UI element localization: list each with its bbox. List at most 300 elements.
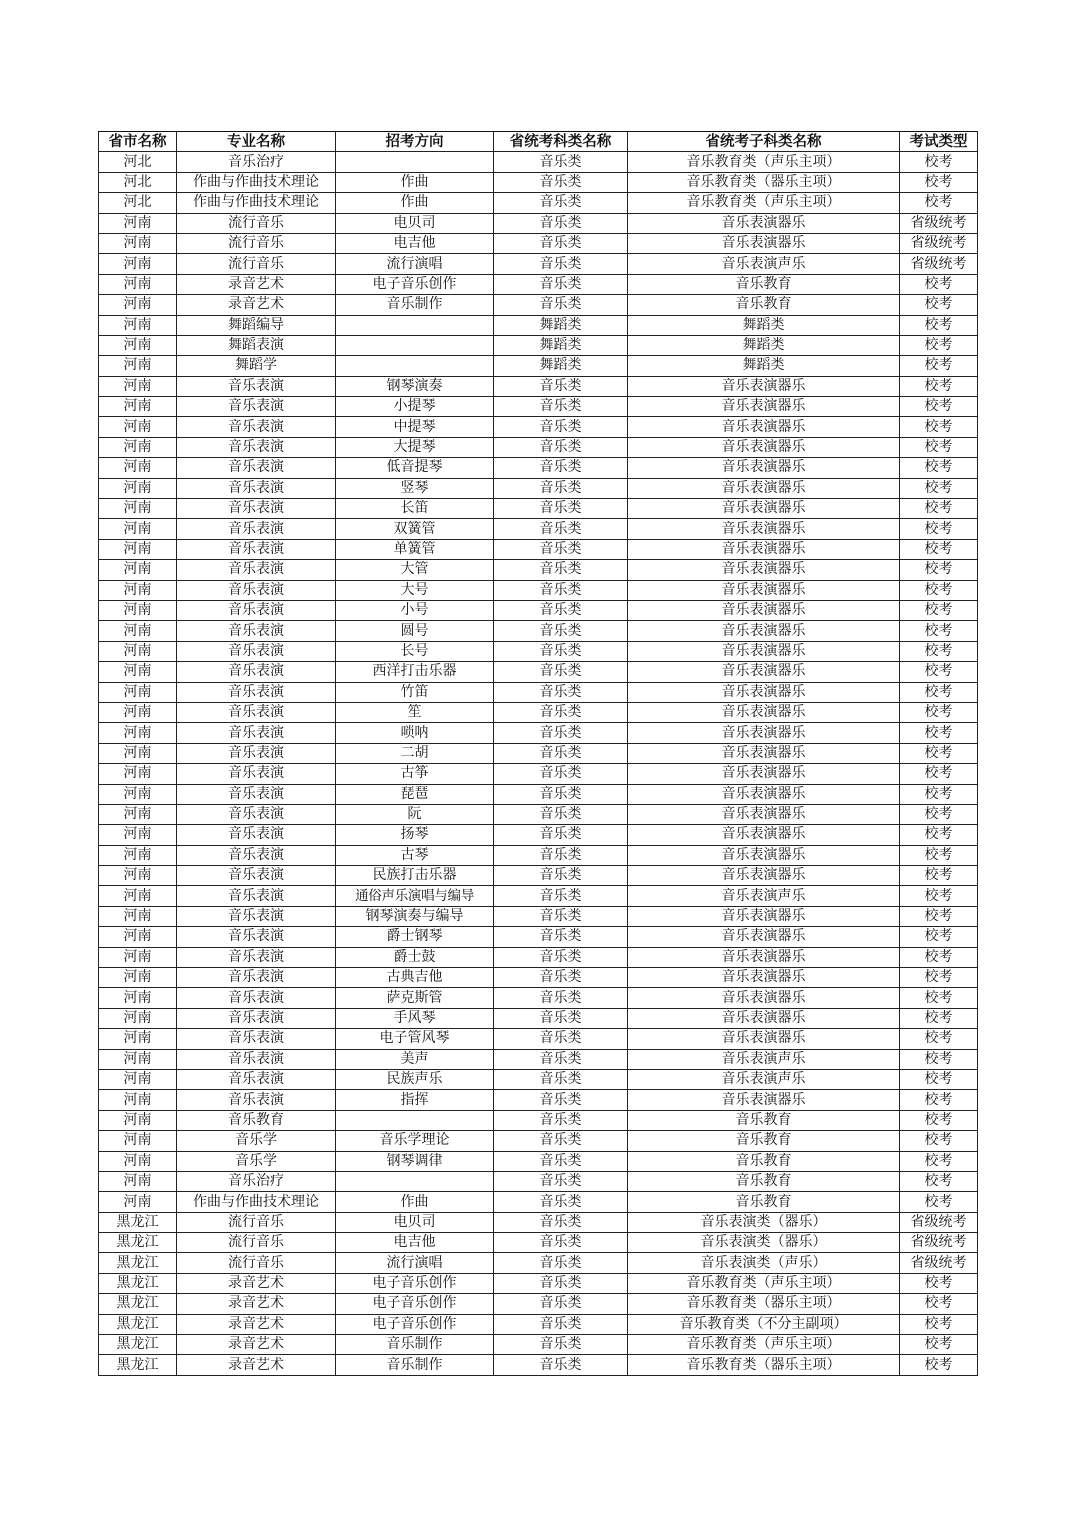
cell-exam-subcategory: 舞蹈类 [628, 315, 900, 335]
cell-exam-category: 音乐类 [494, 1273, 628, 1293]
table-row [99, 1335, 978, 1355]
cell-direction: 萨克斯管 [336, 988, 494, 1008]
cell-major: 录音艺术 [177, 1294, 336, 1314]
cell-direction [336, 356, 494, 376]
cell-exam-category: 音乐类 [494, 519, 628, 539]
table-row [99, 437, 978, 457]
cell-exam-subcategory: 音乐表演声乐 [628, 1069, 900, 1089]
cell-province: 河南 [99, 764, 177, 784]
cell-direction: 通俗声乐演唱与编导 [336, 886, 494, 906]
table-row [99, 397, 978, 417]
cell-major: 音乐表演 [177, 784, 336, 804]
cell-exam-type: 校考 [900, 172, 978, 192]
table-row [99, 356, 978, 376]
table-row [99, 641, 978, 661]
table-row [99, 1171, 978, 1191]
table-row [99, 417, 978, 437]
cell-exam-subcategory: 音乐表演器乐 [628, 437, 900, 457]
cell-exam-subcategory: 音乐表演器乐 [628, 723, 900, 743]
table-row [99, 947, 978, 967]
cell-exam-category: 音乐类 [494, 193, 628, 213]
cell-major: 音乐表演 [177, 825, 336, 845]
cell-exam-category: 音乐类 [494, 845, 628, 865]
cell-exam-subcategory: 音乐表演器乐 [628, 233, 900, 253]
cell-exam-subcategory: 音乐教育 [628, 1171, 900, 1191]
cell-exam-type: 校考 [900, 539, 978, 559]
cell-exam-subcategory: 音乐表演器乐 [628, 499, 900, 519]
cell-province: 河南 [99, 988, 177, 1008]
cell-major: 录音艺术 [177, 1273, 336, 1293]
cell-exam-type: 校考 [900, 1110, 978, 1130]
cell-major: 舞蹈编导 [177, 315, 336, 335]
cell-major: 音乐表演 [177, 702, 336, 722]
cell-exam-category: 音乐类 [494, 233, 628, 253]
table-row [99, 600, 978, 620]
cell-direction: 钢琴调律 [336, 1151, 494, 1171]
table-row [99, 1355, 978, 1375]
table-row [99, 1294, 978, 1314]
table-row [99, 1273, 978, 1293]
table-row [99, 906, 978, 926]
cell-direction: 爵士钢琴 [336, 927, 494, 947]
cell-exam-type: 校考 [900, 1151, 978, 1171]
cell-province: 河南 [99, 356, 177, 376]
cell-direction: 爵士鼓 [336, 947, 494, 967]
cell-exam-subcategory: 音乐表演器乐 [628, 539, 900, 559]
cell-exam-category: 音乐类 [494, 947, 628, 967]
cell-province: 河南 [99, 866, 177, 886]
cell-major: 录音艺术 [177, 1335, 336, 1355]
cell-exam-subcategory: 音乐表演器乐 [628, 417, 900, 437]
cell-major: 音乐表演 [177, 499, 336, 519]
cell-exam-type: 校考 [900, 560, 978, 580]
cell-exam-subcategory: 音乐表演器乐 [628, 988, 900, 1008]
cell-major: 流行音乐 [177, 1233, 336, 1253]
cell-major: 音乐表演 [177, 723, 336, 743]
cell-province: 河南 [99, 947, 177, 967]
cell-major: 作曲与作曲技术理论 [177, 172, 336, 192]
cell-exam-type: 校考 [900, 886, 978, 906]
cell-major: 音乐表演 [177, 804, 336, 824]
cell-exam-type: 校考 [900, 1049, 978, 1069]
cell-exam-category: 音乐类 [494, 1069, 628, 1089]
cell-major: 音乐表演 [177, 376, 336, 396]
cell-province: 河南 [99, 784, 177, 804]
cell-direction: 作曲 [336, 1192, 494, 1212]
cell-exam-category: 舞蹈类 [494, 315, 628, 335]
cell-direction: 唢呐 [336, 723, 494, 743]
cell-province: 黑龙江 [99, 1253, 177, 1273]
cell-major: 音乐表演 [177, 866, 336, 886]
cell-major: 舞蹈表演 [177, 335, 336, 355]
table-row [99, 376, 978, 396]
table-row [99, 621, 978, 641]
cell-direction [336, 335, 494, 355]
table-row [99, 213, 978, 233]
cell-province: 河南 [99, 233, 177, 253]
cell-province: 河南 [99, 1090, 177, 1110]
cell-province: 河南 [99, 743, 177, 763]
cell-exam-type: 校考 [900, 906, 978, 926]
cell-major: 音乐表演 [177, 621, 336, 641]
table-body [99, 152, 978, 1375]
cell-province: 河南 [99, 274, 177, 294]
cell-exam-subcategory: 舞蹈类 [628, 335, 900, 355]
cell-direction: 小提琴 [336, 397, 494, 417]
header-exam-category: 省统考科类名称 [494, 132, 628, 152]
cell-exam-category: 音乐类 [494, 1008, 628, 1028]
cell-exam-category: 音乐类 [494, 825, 628, 845]
cell-exam-type: 校考 [900, 397, 978, 417]
cell-exam-subcategory: 音乐教育 [628, 295, 900, 315]
cell-province: 河南 [99, 621, 177, 641]
cell-exam-subcategory: 音乐表演器乐 [628, 397, 900, 417]
cell-exam-type: 校考 [900, 1171, 978, 1191]
cell-exam-type: 校考 [900, 1314, 978, 1334]
cell-exam-type: 校考 [900, 804, 978, 824]
cell-exam-type: 校考 [900, 927, 978, 947]
cell-exam-type: 校考 [900, 845, 978, 865]
table-row [99, 804, 978, 824]
cell-province: 河南 [99, 437, 177, 457]
cell-exam-subcategory: 音乐表演器乐 [628, 968, 900, 988]
cell-exam-category: 音乐类 [494, 254, 628, 274]
table-header [99, 132, 978, 152]
cell-major: 音乐表演 [177, 845, 336, 865]
cell-exam-type: 校考 [900, 274, 978, 294]
table-row [99, 1233, 978, 1253]
cell-exam-type: 校考 [900, 1273, 978, 1293]
cell-exam-subcategory: 音乐表演器乐 [628, 804, 900, 824]
cell-exam-subcategory: 音乐表演器乐 [628, 1008, 900, 1028]
cell-exam-category: 音乐类 [494, 172, 628, 192]
cell-exam-subcategory: 音乐教育类（不分主副项） [628, 1314, 900, 1334]
cell-province: 河南 [99, 906, 177, 926]
cell-major: 音乐表演 [177, 417, 336, 437]
cell-exam-type: 校考 [900, 621, 978, 641]
cell-exam-type: 校考 [900, 1069, 978, 1089]
cell-major: 音乐表演 [177, 968, 336, 988]
cell-direction: 小号 [336, 600, 494, 620]
cell-province: 河北 [99, 152, 177, 172]
cell-exam-type: 校考 [900, 682, 978, 702]
cell-exam-category: 音乐类 [494, 274, 628, 294]
cell-exam-subcategory: 音乐教育类（声乐主项） [628, 193, 900, 213]
cell-exam-subcategory: 音乐表演类（器乐） [628, 1233, 900, 1253]
cell-exam-type: 校考 [900, 1008, 978, 1028]
cell-major: 音乐表演 [177, 1090, 336, 1110]
header-row [99, 132, 978, 152]
cell-exam-subcategory: 音乐教育类（声乐主项） [628, 1335, 900, 1355]
cell-exam-category: 音乐类 [494, 784, 628, 804]
cell-province: 河南 [99, 458, 177, 478]
cell-exam-category: 音乐类 [494, 478, 628, 498]
cell-direction: 电子音乐创作 [336, 1314, 494, 1334]
cell-direction: 电贝司 [336, 1212, 494, 1232]
header-province: 省市名称 [99, 132, 177, 152]
cell-province: 河南 [99, 519, 177, 539]
cell-exam-type: 校考 [900, 1355, 978, 1375]
cell-exam-type: 校考 [900, 437, 978, 457]
cell-major: 音乐表演 [177, 397, 336, 417]
cell-exam-category: 音乐类 [494, 743, 628, 763]
cell-exam-type: 校考 [900, 356, 978, 376]
cell-exam-category: 音乐类 [494, 1171, 628, 1191]
cell-exam-category: 音乐类 [494, 499, 628, 519]
cell-direction: 扬琴 [336, 825, 494, 845]
cell-exam-category: 音乐类 [494, 213, 628, 233]
cell-exam-subcategory: 音乐表演器乐 [628, 764, 900, 784]
cell-major: 流行音乐 [177, 1253, 336, 1273]
cell-major: 流行音乐 [177, 213, 336, 233]
cell-exam-subcategory: 舞蹈类 [628, 356, 900, 376]
cell-province: 河北 [99, 193, 177, 213]
cell-exam-category: 音乐类 [494, 682, 628, 702]
table-row [99, 682, 978, 702]
cell-province: 河南 [99, 1192, 177, 1212]
cell-province: 黑龙江 [99, 1233, 177, 1253]
cell-exam-subcategory: 音乐教育类（器乐主项） [628, 1294, 900, 1314]
cell-province: 河南 [99, 886, 177, 906]
cell-province: 黑龙江 [99, 1335, 177, 1355]
cell-exam-subcategory: 音乐表演器乐 [628, 743, 900, 763]
cell-exam-subcategory: 音乐表演器乐 [628, 825, 900, 845]
cell-exam-category: 音乐类 [494, 1253, 628, 1273]
table-row [99, 1029, 978, 1049]
cell-exam-type: 校考 [900, 152, 978, 172]
cell-exam-subcategory: 音乐表演器乐 [628, 213, 900, 233]
cell-province: 河南 [99, 723, 177, 743]
cell-direction: 电子音乐创作 [336, 1273, 494, 1293]
cell-province: 河南 [99, 804, 177, 824]
cell-direction: 中提琴 [336, 417, 494, 437]
cell-exam-category: 音乐类 [494, 1029, 628, 1049]
cell-province: 黑龙江 [99, 1355, 177, 1375]
cell-exam-category: 音乐类 [494, 723, 628, 743]
cell-exam-type: 校考 [900, 947, 978, 967]
cell-exam-category: 音乐类 [494, 641, 628, 661]
table-row [99, 478, 978, 498]
cell-exam-subcategory: 音乐表演器乐 [628, 682, 900, 702]
cell-exam-subcategory: 音乐表演器乐 [628, 580, 900, 600]
cell-province: 河南 [99, 1069, 177, 1089]
cell-exam-subcategory: 音乐表演器乐 [628, 458, 900, 478]
cell-major: 录音艺术 [177, 1314, 336, 1334]
table-row [99, 193, 978, 213]
cell-direction: 琵琶 [336, 784, 494, 804]
cell-major: 音乐表演 [177, 641, 336, 661]
cell-province: 河南 [99, 295, 177, 315]
cell-major: 音乐表演 [177, 478, 336, 498]
cell-exam-subcategory: 音乐表演声乐 [628, 886, 900, 906]
table-row [99, 335, 978, 355]
cell-exam-subcategory: 音乐表演器乐 [628, 1090, 900, 1110]
cell-province: 河南 [99, 417, 177, 437]
table-row [99, 866, 978, 886]
cell-direction: 古筝 [336, 764, 494, 784]
cell-direction: 美声 [336, 1049, 494, 1069]
cell-exam-type: 校考 [900, 417, 978, 437]
header-major: 专业名称 [177, 132, 336, 152]
table-row [99, 580, 978, 600]
cell-major: 音乐表演 [177, 743, 336, 763]
cell-major: 录音艺术 [177, 274, 336, 294]
table-row [99, 315, 978, 335]
cell-exam-type: 校考 [900, 702, 978, 722]
cell-province: 河南 [99, 1131, 177, 1151]
table-row [99, 743, 978, 763]
cell-exam-type: 校考 [900, 1029, 978, 1049]
cell-province: 河南 [99, 315, 177, 335]
cell-exam-type: 校考 [900, 315, 978, 335]
cell-exam-subcategory: 音乐表演器乐 [628, 560, 900, 580]
cell-exam-category: 音乐类 [494, 580, 628, 600]
table-row [99, 274, 978, 294]
cell-major: 音乐表演 [177, 927, 336, 947]
cell-major: 音乐学 [177, 1131, 336, 1151]
cell-exam-category: 音乐类 [494, 906, 628, 926]
cell-direction: 古典吉他 [336, 968, 494, 988]
cell-exam-subcategory: 音乐表演器乐 [628, 519, 900, 539]
cell-province: 河南 [99, 968, 177, 988]
cell-exam-category: 音乐类 [494, 397, 628, 417]
cell-exam-subcategory: 音乐表演器乐 [628, 906, 900, 926]
cell-major: 音乐表演 [177, 1008, 336, 1028]
cell-exam-type: 校考 [900, 376, 978, 396]
table-row [99, 519, 978, 539]
cell-exam-type: 校考 [900, 1335, 978, 1355]
cell-exam-category: 音乐类 [494, 1192, 628, 1212]
cell-exam-category: 音乐类 [494, 1212, 628, 1232]
cell-exam-category: 音乐类 [494, 1090, 628, 1110]
cell-major: 音乐教育 [177, 1110, 336, 1130]
cell-province: 河南 [99, 335, 177, 355]
cell-major: 音乐表演 [177, 947, 336, 967]
cell-exam-type: 校考 [900, 519, 978, 539]
table-row [99, 1069, 978, 1089]
cell-exam-type: 校考 [900, 662, 978, 682]
cell-exam-subcategory: 音乐教育 [628, 274, 900, 294]
table-row [99, 1151, 978, 1171]
cell-direction: 电子管风琴 [336, 1029, 494, 1049]
table-row [99, 1192, 978, 1212]
cell-major: 音乐表演 [177, 580, 336, 600]
cell-direction: 阮 [336, 804, 494, 824]
table-row [99, 702, 978, 722]
cell-major: 作曲与作曲技术理论 [177, 193, 336, 213]
cell-major: 音乐表演 [177, 682, 336, 702]
cell-exam-type: 校考 [900, 193, 978, 213]
cell-direction: 圆号 [336, 621, 494, 641]
cell-exam-subcategory: 音乐表演器乐 [628, 600, 900, 620]
cell-major: 音乐表演 [177, 764, 336, 784]
cell-direction: 竖琴 [336, 478, 494, 498]
cell-exam-category: 音乐类 [494, 539, 628, 559]
cell-exam-type: 校考 [900, 988, 978, 1008]
cell-exam-type: 省级统考 [900, 254, 978, 274]
table-row [99, 1110, 978, 1130]
cell-direction: 电子音乐创作 [336, 274, 494, 294]
cell-direction: 长号 [336, 641, 494, 661]
cell-direction: 西洋打击乐器 [336, 662, 494, 682]
table-row [99, 499, 978, 519]
cell-exam-subcategory: 音乐表演器乐 [628, 845, 900, 865]
cell-exam-subcategory: 音乐表演器乐 [628, 784, 900, 804]
cell-exam-category: 音乐类 [494, 600, 628, 620]
cell-exam-subcategory: 音乐表演类（声乐） [628, 1253, 900, 1273]
cell-major: 舞蹈学 [177, 356, 336, 376]
cell-major: 音乐表演 [177, 886, 336, 906]
cell-exam-category: 音乐类 [494, 1294, 628, 1314]
table-row [99, 458, 978, 478]
table-row [99, 1008, 978, 1028]
cell-province: 河北 [99, 172, 177, 192]
table-row [99, 662, 978, 682]
table-row [99, 723, 978, 743]
table-row [99, 784, 978, 804]
cell-exam-category: 音乐类 [494, 1335, 628, 1355]
cell-direction: 钢琴演奏与编导 [336, 906, 494, 926]
cell-direction: 笙 [336, 702, 494, 722]
table-row [99, 254, 978, 274]
cell-direction [336, 1171, 494, 1191]
cell-direction: 指挥 [336, 1090, 494, 1110]
header-exam-type: 考试类型 [900, 132, 978, 152]
cell-exam-subcategory: 音乐表演器乐 [628, 1029, 900, 1049]
cell-direction: 低音提琴 [336, 458, 494, 478]
cell-exam-category: 音乐类 [494, 927, 628, 947]
cell-province: 河南 [99, 580, 177, 600]
cell-province: 河南 [99, 845, 177, 865]
cell-exam-subcategory: 音乐表演声乐 [628, 1049, 900, 1069]
cell-exam-category: 音乐类 [494, 1049, 628, 1069]
cell-major: 音乐表演 [177, 600, 336, 620]
cell-major: 音乐学 [177, 1151, 336, 1171]
cell-exam-type: 校考 [900, 580, 978, 600]
cell-exam-category: 音乐类 [494, 152, 628, 172]
cell-direction: 竹笛 [336, 682, 494, 702]
cell-exam-subcategory: 音乐表演器乐 [628, 927, 900, 947]
table-row [99, 560, 978, 580]
cell-exam-category: 音乐类 [494, 376, 628, 396]
cell-province: 黑龙江 [99, 1212, 177, 1232]
cell-major: 流行音乐 [177, 1212, 336, 1232]
cell-direction [336, 152, 494, 172]
cell-exam-type: 校考 [900, 764, 978, 784]
cell-direction: 双簧管 [336, 519, 494, 539]
cell-direction: 大号 [336, 580, 494, 600]
table-row [99, 1212, 978, 1232]
cell-major: 作曲与作曲技术理论 [177, 1192, 336, 1212]
cell-exam-category: 音乐类 [494, 1314, 628, 1334]
cell-exam-subcategory: 音乐表演器乐 [628, 478, 900, 498]
cell-exam-category: 音乐类 [494, 560, 628, 580]
cell-major: 音乐表演 [177, 458, 336, 478]
cell-province: 河南 [99, 641, 177, 661]
table-row [99, 845, 978, 865]
cell-exam-subcategory: 音乐教育类（器乐主项） [628, 1355, 900, 1375]
cell-direction [336, 1110, 494, 1130]
cell-exam-type: 校考 [900, 866, 978, 886]
cell-major: 音乐表演 [177, 519, 336, 539]
cell-direction [336, 315, 494, 335]
cell-exam-category: 音乐类 [494, 804, 628, 824]
cell-exam-subcategory: 音乐表演器乐 [628, 621, 900, 641]
cell-exam-category: 音乐类 [494, 1151, 628, 1171]
cell-major: 音乐治疗 [177, 1171, 336, 1191]
cell-province: 河南 [99, 376, 177, 396]
cell-province: 河南 [99, 702, 177, 722]
